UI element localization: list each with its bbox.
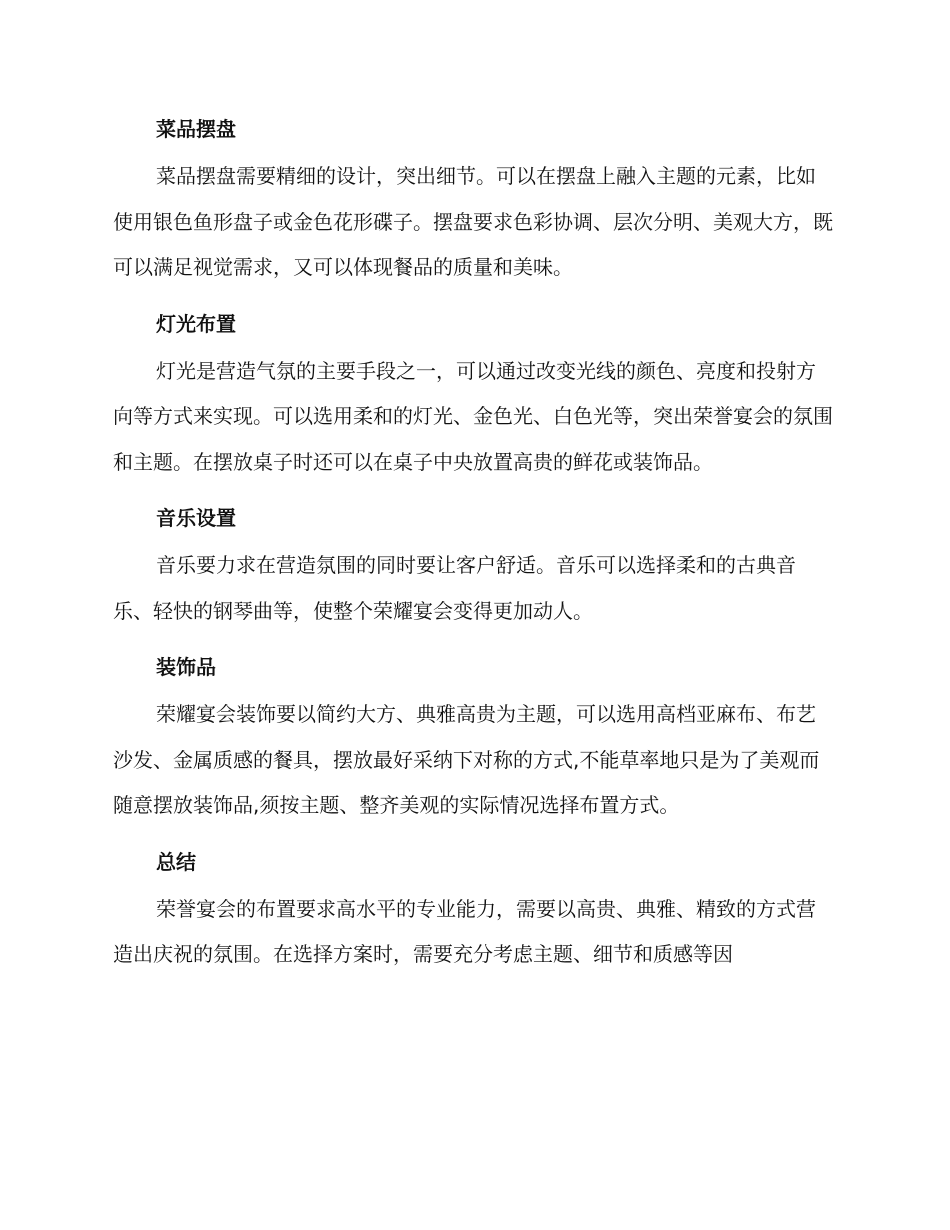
section-heading-summary: 总结 [156, 849, 196, 874]
section-body-decorations: 荣耀宴会装饰要以简约大方、典雅高贵为主题，可以选用高档亚麻布、布艺沙发、金属质感的餐具，摆放最好采纳下对称的方式,不能草率地只是为了美观而随意摆放装饰品,须按主题、整齐美观的实际情况选择布置方式。 [113, 702, 820, 817]
section-body-music: 音乐要力求在营造氛围的同时要让客户舒适。音乐可以选择柔和的古典音乐、轻快的钢琴曲等，使整个荣耀宴会变得更加动人。 [113, 553, 796, 623]
section-body-lighting: 灯光是营造气氛的主要手段之一，可以通过改变光线的颜色、亮度和投射方向等方式来实现。可以选用柔和的灯光、金色光、白色光等，突出荣誉宴会的氛围和主题。在摆放桌子时还可以在桌子中央放置高贵的鲜花或装饰品。 [113, 358, 833, 474]
section-heading-lighting: 灯光布置 [156, 311, 236, 336]
section-heading-decorations: 装饰品 [156, 655, 216, 679]
section-body-plating: 菜品摆盘需要精细的设计，突出细节。可以在摆盘上融入主题的元素，比如使用银色鱼形盘子或金色花形碟子。摆盘要求色彩协调、层次分明、美观大方，既可以满足视觉需求，又可以体现餐品的质量和美味。 [113, 164, 833, 279]
document-content [113, 104, 835, 986]
section-heading-music: 音乐设置 [156, 506, 236, 530]
section-body-summary: 荣誉宴会的布置要求高水平的专业能力，需要以高贵、典雅、精致的方式营造出庆祝的氛围。在选择方案时，需要充分考虑主题、细节和质感等因 [113, 896, 816, 966]
section-heading-plating: 菜品摆盘 [156, 117, 236, 141]
